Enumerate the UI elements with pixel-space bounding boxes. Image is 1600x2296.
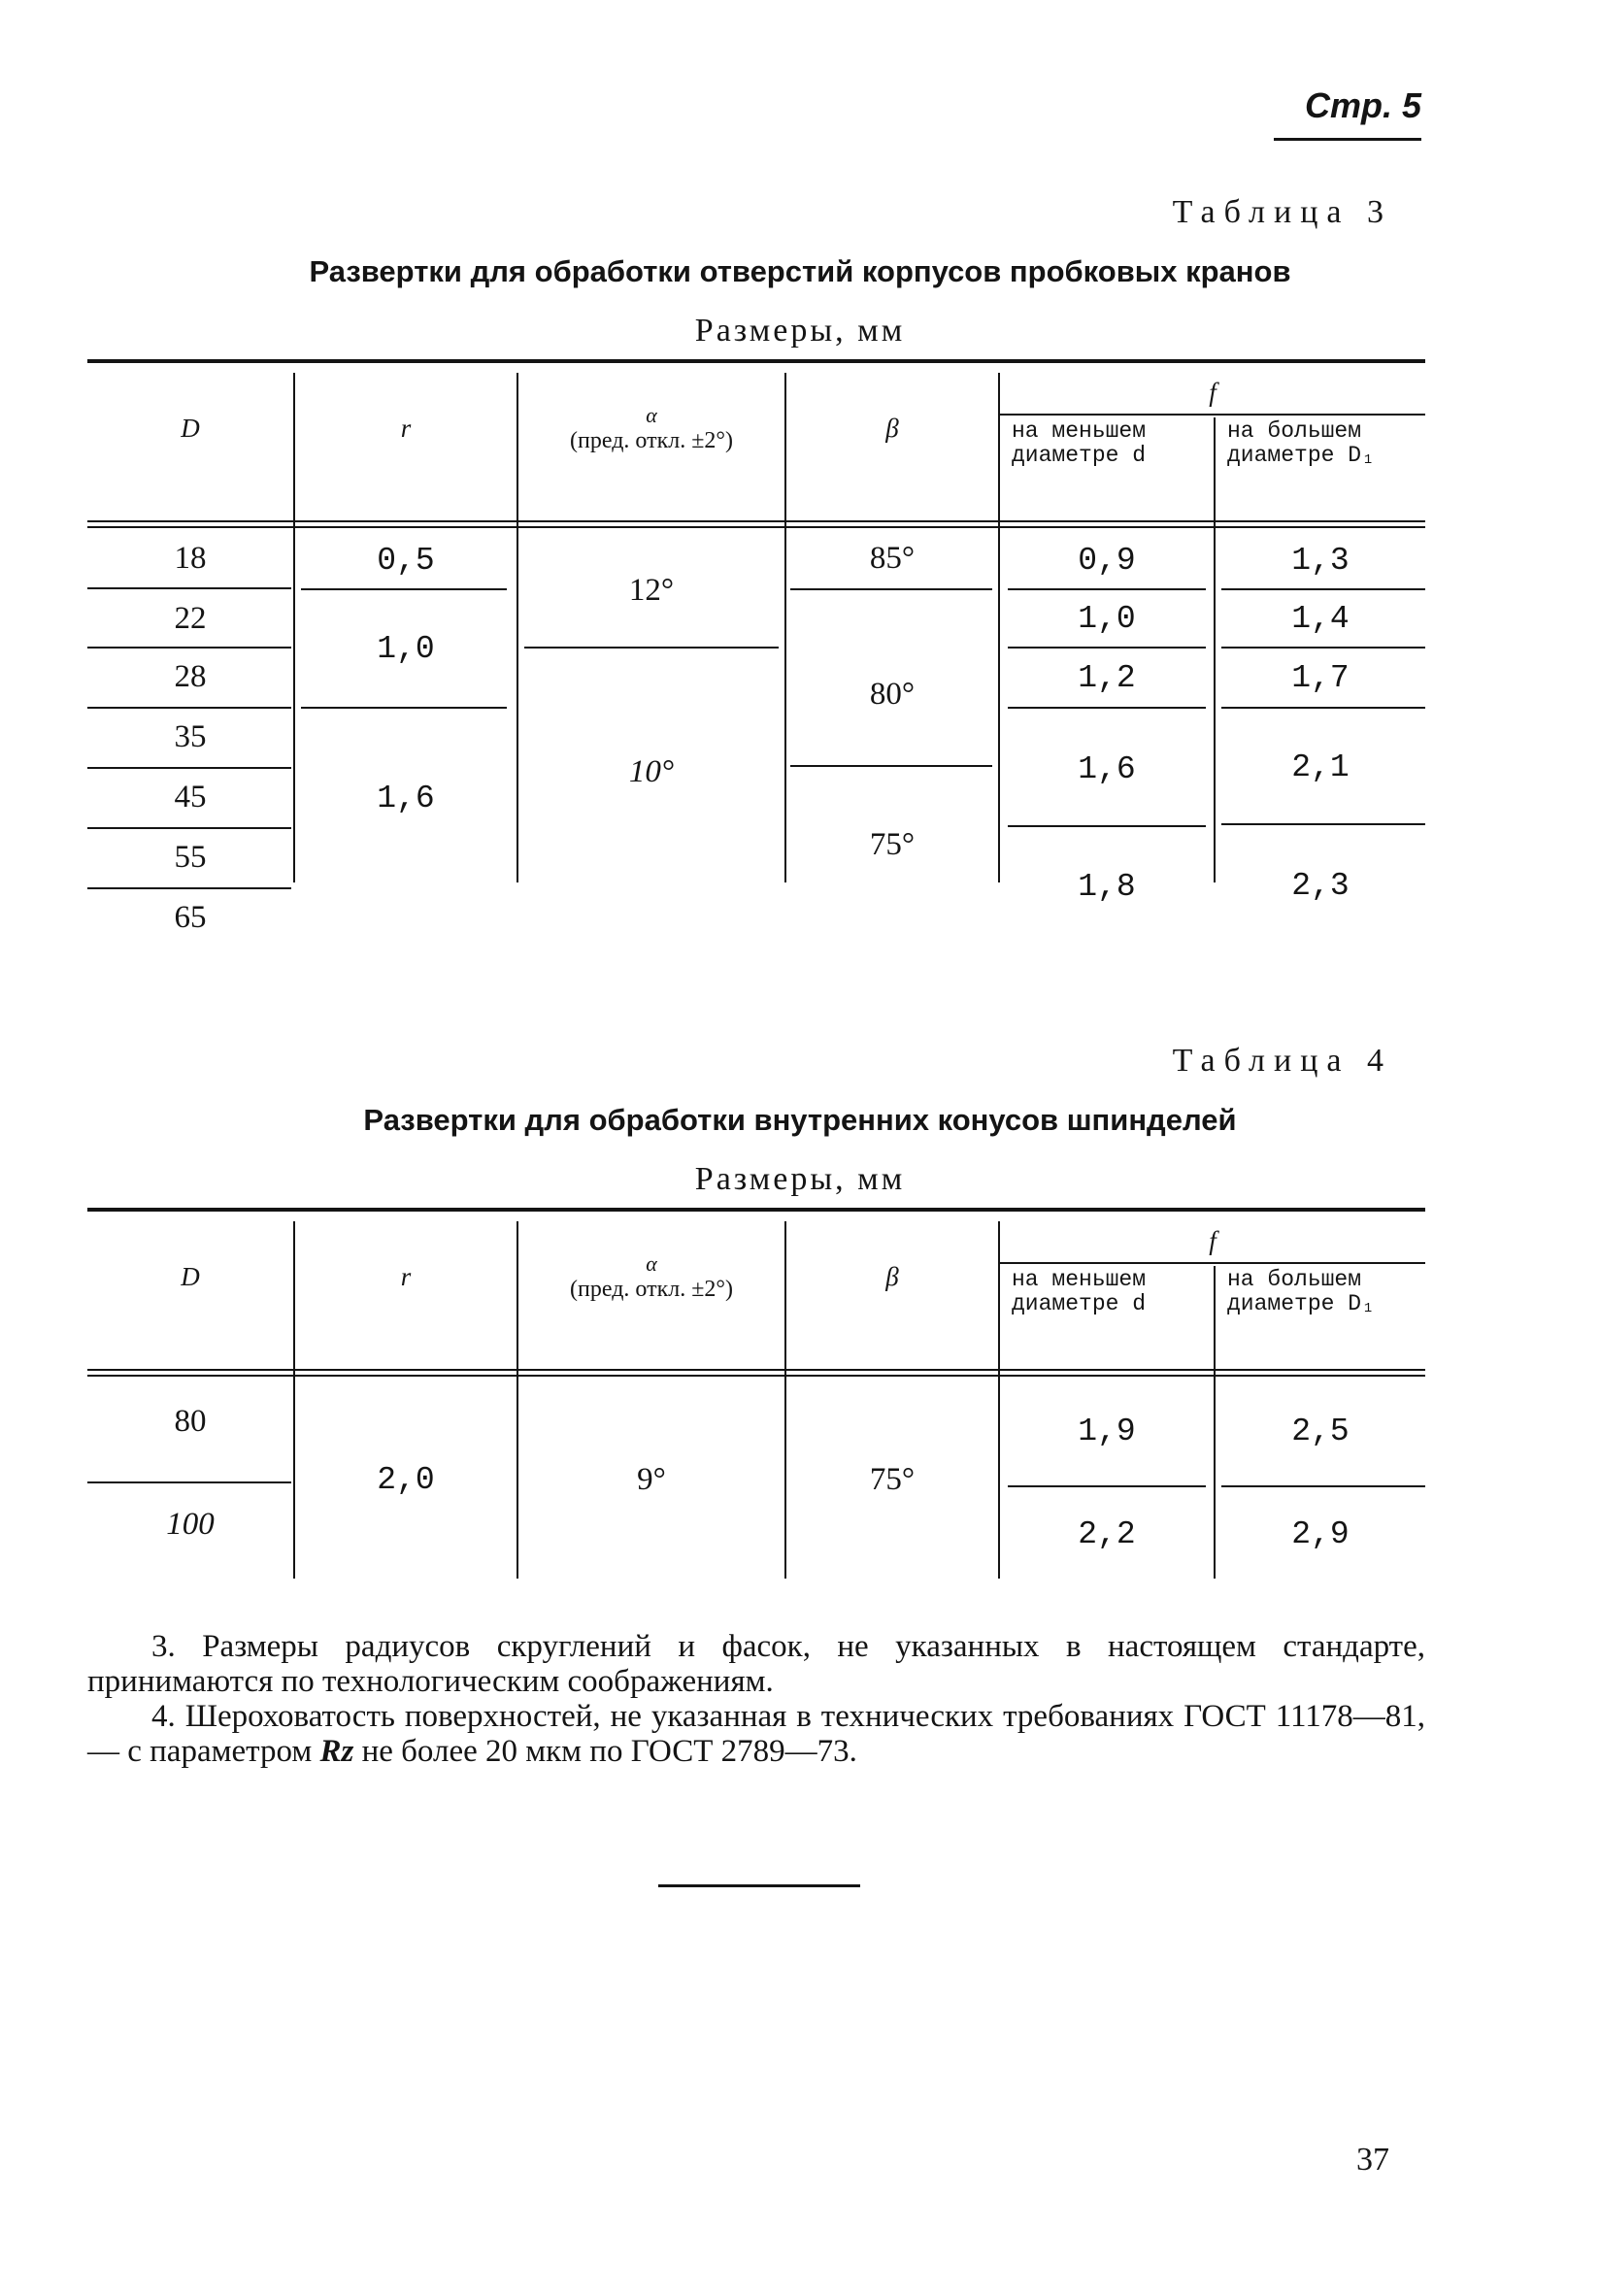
table3-D-cell: 65 — [174, 899, 207, 935]
table4-units: Размеры, мм — [694, 1161, 906, 1197]
table3-beta-rule — [790, 588, 992, 590]
table3-beta-cell: 80° — [869, 676, 916, 712]
table3-label: Таблица 3 — [1172, 194, 1392, 230]
table3-D-cell: 45 — [174, 779, 207, 815]
table3-f-large-cell: 1,4 — [1291, 600, 1350, 637]
table3-alpha-note: (пред. откл. ±2°) — [570, 428, 733, 453]
table4-f-small-cell: 2,2 — [1078, 1515, 1136, 1552]
table4-top-rule — [87, 1208, 1425, 1212]
table3-beta-rule — [790, 765, 992, 767]
table3-alpha-rule — [524, 647, 779, 649]
table4-label: Таблица 4 — [1172, 1043, 1392, 1079]
table4-f-large-line1: на большем — [1227, 1267, 1362, 1292]
table4-f-divider — [998, 1262, 1425, 1264]
table3-header-rule-2 — [87, 526, 1425, 528]
table4-header-rule-2 — [87, 1375, 1425, 1377]
table3-f-small-rule — [1008, 588, 1206, 590]
table4-f-large-cell: 2,5 — [1291, 1413, 1350, 1449]
table4-f-small-line2: диаметре d — [1012, 1291, 1147, 1316]
note-4-text-b: не более 20 мкм по ГОСТ 2789—73. — [361, 1734, 857, 1769]
table3-header-rule-1 — [87, 520, 1425, 522]
table4-D-cell: 100 — [166, 1506, 215, 1542]
table4-header-alpha — [518, 1227, 784, 1326]
table3-f-small-rule — [1008, 647, 1206, 649]
table3-D-rule — [87, 647, 291, 649]
table3-alpha-symbol: α — [646, 403, 657, 427]
table4-header-D: D — [181, 1261, 200, 1291]
table3-r-cell: 0,5 — [377, 542, 435, 579]
table3-header-r: r — [400, 413, 412, 443]
table3-f-large-line1: на большем — [1227, 418, 1362, 444]
table3-alpha-cell: 12° — [628, 572, 675, 608]
table3 — [87, 359, 1425, 942]
table4-alpha-cell: 9° — [637, 1461, 666, 1497]
table3-f-small-rule — [1008, 825, 1206, 827]
table4-title: Развертки для обработки внутренних конусов шпинделей — [363, 1103, 1237, 1137]
table3-D-cell: 28 — [174, 658, 207, 694]
table3-f-large-cell: 1,7 — [1291, 659, 1350, 696]
table3-f-small-line1: на меньшем — [1012, 418, 1147, 444]
table3-D-rule — [87, 587, 291, 589]
table4-header-f-small — [1004, 1268, 1212, 1326]
table3-f-large-line2: диаметре D₁ — [1227, 443, 1375, 468]
table3-r-rule — [301, 588, 507, 590]
table4-r-cell: 2,0 — [377, 1461, 435, 1498]
table3-units: Размеры, мм — [694, 313, 906, 349]
table3-D-cell: 55 — [174, 839, 207, 875]
table3-f-small-cell: 1,6 — [1078, 750, 1136, 787]
table3-D-cell: 35 — [174, 718, 207, 754]
table4-D-cell: 80 — [174, 1403, 207, 1439]
table3-f-small-cell: 1,2 — [1078, 659, 1136, 696]
table4-f-small-cell: 1,9 — [1078, 1413, 1136, 1449]
table3-f-large-rule — [1221, 647, 1425, 649]
table4 — [87, 1208, 1425, 1586]
table3-f-large-cell: 1,3 — [1291, 542, 1350, 579]
table3-beta-cell: 85° — [869, 540, 916, 576]
table3-header-D: D — [181, 413, 200, 443]
note-4-rz: Rz — [319, 1734, 354, 1769]
table3-f-small-cell: 1,8 — [1078, 868, 1136, 905]
table4-f-large-cell: 2,9 — [1291, 1515, 1350, 1552]
table4-alpha-symbol: α — [646, 1251, 657, 1276]
page-header-label: Стр. 5 — [1304, 85, 1421, 125]
table3-top-rule — [87, 359, 1425, 363]
table4-header-r: r — [400, 1261, 412, 1291]
table4-f-small-line1: на меньшем — [1012, 1267, 1147, 1292]
table3-r-cell: 1,0 — [377, 630, 435, 667]
header-rule — [1274, 138, 1421, 141]
table3-D-rule — [87, 827, 291, 829]
table3-header-f-small — [1004, 419, 1212, 478]
table3-beta-cell: 75° — [869, 826, 916, 862]
table3-f-small-cell: 0,9 — [1078, 542, 1136, 579]
table3-header-f-large — [1219, 419, 1425, 478]
note-3: 3. Размеры радиусов скруглений и фасок, не указанных в настоящем стандарте, принимаются по технологическим соображениям. — [87, 1629, 1425, 1699]
note-4 — [87, 1699, 1425, 1769]
note-4-text-a: 4. Шероховатость поверхностей, не указанная в технических требованиях ГОСТ 11178—81, — с параметром — [87, 1699, 1425, 1769]
table3-f-small-rule — [1008, 707, 1206, 709]
table3-f-large-rule — [1221, 823, 1425, 825]
table3-f-divider — [998, 414, 1425, 416]
table3-D-rule — [87, 767, 291, 769]
table4-alpha-note: (пред. откл. ±2°) — [570, 1277, 733, 1302]
table3-f-small-line2: диаметре d — [1012, 443, 1147, 468]
table4-f-small-rule — [1008, 1485, 1206, 1487]
end-rule — [658, 1884, 860, 1887]
notes — [87, 1629, 1425, 1769]
table3-D-cell: 18 — [174, 540, 207, 576]
table4-f-large-line2: диаметре D₁ — [1227, 1291, 1375, 1316]
table4-header-rule-1 — [87, 1369, 1425, 1371]
table3-D-rule — [87, 707, 291, 709]
table3-header-alpha — [518, 379, 784, 478]
table3-title: Развертки для обработки отверстий корпусов пробковых кранов — [309, 254, 1291, 288]
table3-f-small-cell: 1,0 — [1078, 600, 1136, 637]
table4-header-f-large — [1219, 1268, 1425, 1326]
table3-f-large-rule — [1221, 707, 1425, 709]
table4-header-beta: β — [885, 1261, 899, 1291]
table3-f-large-cell: 2,1 — [1291, 749, 1350, 785]
table4-f-large-rule — [1221, 1485, 1425, 1487]
table3-D-rule — [87, 887, 291, 889]
table3-header-beta: β — [885, 413, 899, 443]
table3-header-f: f — [1209, 377, 1217, 407]
table4-beta-cell: 75° — [869, 1461, 916, 1497]
table4-header-f: f — [1209, 1225, 1217, 1255]
page-number: 37 — [1356, 2142, 1389, 2178]
table4-D-rule — [87, 1481, 291, 1483]
table3-r-cell: 1,6 — [377, 780, 435, 816]
table3-D-cell: 22 — [174, 600, 207, 636]
table3-r-rule — [301, 707, 507, 709]
table3-f-large-cell: 2,3 — [1291, 867, 1350, 904]
table3-alpha-cell: 10° — [628, 753, 675, 789]
table3-f-large-rule — [1221, 588, 1425, 590]
